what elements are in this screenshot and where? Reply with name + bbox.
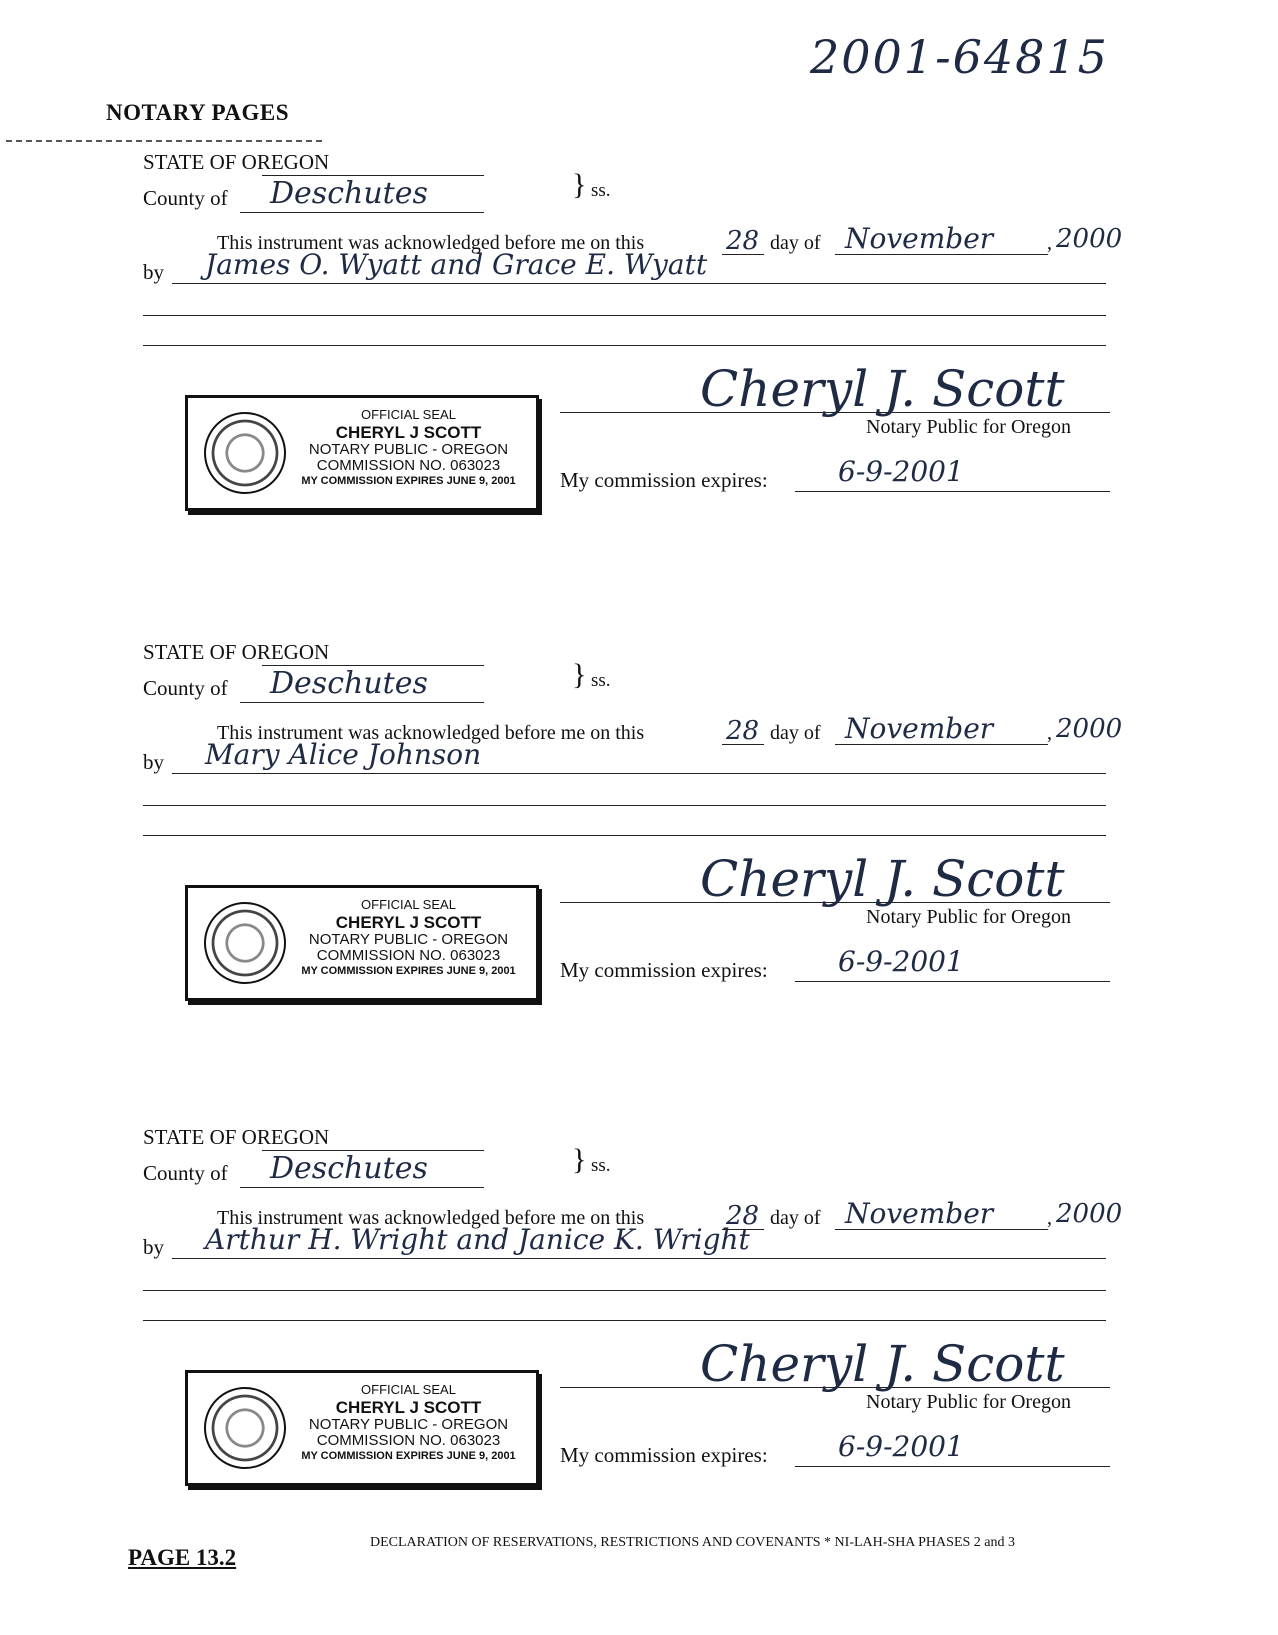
- day-of-label: day of: [770, 722, 821, 744]
- ss-label: ss.: [591, 1155, 611, 1176]
- seal-line-5: MY COMMISSION EXPIRES JUNE 9, 2001: [301, 1450, 516, 1463]
- official-seal-stamp: [185, 885, 539, 1001]
- year-value: 2000: [1056, 1199, 1123, 1229]
- seal-line-5: MY COMMISSION EXPIRES JUNE 9, 2001: [301, 965, 516, 978]
- year-value: 2000: [1056, 714, 1123, 744]
- county-underline: [240, 1187, 484, 1188]
- seal-line-2: CHERYL J SCOTT: [335, 912, 482, 932]
- names-underline: [172, 773, 1106, 774]
- seal-line-1: OFFICIAL SEAL: [361, 897, 456, 912]
- day-of-label: day of: [770, 1207, 821, 1229]
- state-seal-emblem-icon: [204, 1387, 286, 1469]
- notary-signature: Cheryl J. Scott: [700, 850, 1065, 908]
- expires-underline: [795, 981, 1110, 982]
- by-label: by: [143, 1235, 164, 1259]
- ack-text: This instrument was acknowledged before me on this: [217, 232, 645, 254]
- expires-label: My commission expires:: [560, 958, 768, 982]
- official-seal-stamp: [185, 1370, 539, 1486]
- notary-public-label: Notary Public for Oregon: [866, 1391, 1071, 1413]
- seal-line-1: OFFICIAL SEAL: [361, 407, 456, 422]
- county-underline: [240, 212, 484, 213]
- seal-line-4: COMMISSION NO. 063023: [316, 947, 501, 965]
- comma: ,: [1047, 232, 1052, 254]
- county-label: County of: [143, 1161, 228, 1185]
- expires-label: My commission expires:: [560, 1443, 768, 1467]
- expires-label: My commission expires:: [560, 468, 768, 492]
- state-label: STATE OF OREGON: [143, 1125, 330, 1149]
- brace-symbol: }: [572, 168, 587, 201]
- notary-signature: Cheryl J. Scott: [700, 360, 1065, 418]
- seal-line-3: NOTARY PUBLIC - OREGON: [308, 930, 509, 948]
- expires-underline: [795, 491, 1110, 492]
- seal-text: [296, 408, 521, 487]
- names-underline: [172, 1258, 1106, 1259]
- county-label: County of: [143, 186, 228, 210]
- county-value: Deschutes: [270, 176, 428, 211]
- day-value: 28: [726, 716, 760, 746]
- by-label: by: [143, 260, 164, 284]
- day-value: 28: [726, 1201, 760, 1231]
- month-value: November: [845, 712, 994, 745]
- notary-block-2: [0, 640, 1278, 1060]
- names-value: Arthur H. Wright and Janice K. Wright: [205, 1223, 750, 1256]
- brace-symbol: }: [572, 1143, 587, 1176]
- county-value: Deschutes: [270, 666, 428, 701]
- month-value: November: [845, 1197, 994, 1230]
- state-label: STATE OF OREGON: [143, 150, 330, 174]
- ss-label: ss.: [591, 670, 611, 691]
- ss-label: ss.: [591, 180, 611, 201]
- blank-line-1: [143, 805, 1106, 806]
- notary-block-1: [0, 150, 1278, 570]
- by-label: by: [143, 750, 164, 774]
- seal-line-2: CHERYL J SCOTT: [335, 1397, 482, 1417]
- names-underline: [172, 283, 1106, 284]
- county-underline: [240, 702, 484, 703]
- blank-line-1: [143, 1290, 1106, 1291]
- seal-line-4: COMMISSION NO. 063023: [316, 457, 501, 475]
- comma: ,: [1047, 1207, 1052, 1229]
- header-divider: [6, 140, 322, 142]
- county-label: County of: [143, 676, 228, 700]
- notary-public-label: Notary Public for Oregon: [866, 416, 1071, 438]
- names-value: James O. Wyatt and Grace E. Wyatt: [205, 248, 708, 281]
- year-value: 2000: [1056, 224, 1123, 254]
- expires-value: 6-9-2001: [838, 1430, 964, 1463]
- ack-text: This instrument was acknowledged before me on this: [217, 1207, 645, 1229]
- page-number: PAGE 13.2: [128, 1545, 237, 1570]
- state-seal-emblem-icon: [204, 902, 286, 984]
- names-value: Mary Alice Johnson: [205, 738, 482, 771]
- blank-line-2: [143, 835, 1106, 836]
- seal-line-5: MY COMMISSION EXPIRES JUNE 9, 2001: [301, 475, 516, 488]
- seal-line-1: OFFICIAL SEAL: [361, 1382, 456, 1397]
- seal-line-4: COMMISSION NO. 063023: [316, 1432, 501, 1450]
- county-value: Deschutes: [270, 1151, 428, 1186]
- blank-line-2: [143, 345, 1106, 346]
- state-label: STATE OF OREGON: [143, 640, 330, 664]
- expires-value: 6-9-2001: [838, 945, 964, 978]
- state-seal-emblem-icon: [204, 412, 286, 494]
- expires-underline: [795, 1466, 1110, 1467]
- expires-value: 6-9-2001: [838, 455, 964, 488]
- brace-symbol: }: [572, 658, 587, 691]
- ack-text: This instrument was acknowledged before me on this: [217, 722, 645, 744]
- footer-declaration: DECLARATION OF RESERVATIONS, RESTRICTIONS AND COVENANTS * NI-LAH-SHA PHASES 2 and 3: [370, 1535, 1015, 1550]
- seal-text: [296, 1383, 521, 1462]
- blank-line-1: [143, 315, 1106, 316]
- comma: ,: [1047, 722, 1052, 744]
- notary-signature: Cheryl J. Scott: [700, 1335, 1065, 1393]
- notary-public-label: Notary Public for Oregon: [866, 906, 1071, 928]
- seal-line-3: NOTARY PUBLIC - OREGON: [308, 440, 509, 458]
- notary-block-3: [0, 1125, 1278, 1545]
- official-seal-stamp: [185, 395, 539, 511]
- seal-text: [296, 898, 521, 977]
- day-value: 28: [726, 226, 760, 256]
- blank-line-2: [143, 1320, 1106, 1321]
- page-title: NOTARY PAGES: [106, 100, 290, 125]
- seal-line-3: NOTARY PUBLIC - OREGON: [308, 1415, 509, 1433]
- month-value: November: [845, 222, 994, 255]
- document-number: 2001-64815: [810, 30, 1109, 84]
- seal-line-2: CHERYL J SCOTT: [335, 422, 482, 442]
- day-of-label: day of: [770, 232, 821, 254]
